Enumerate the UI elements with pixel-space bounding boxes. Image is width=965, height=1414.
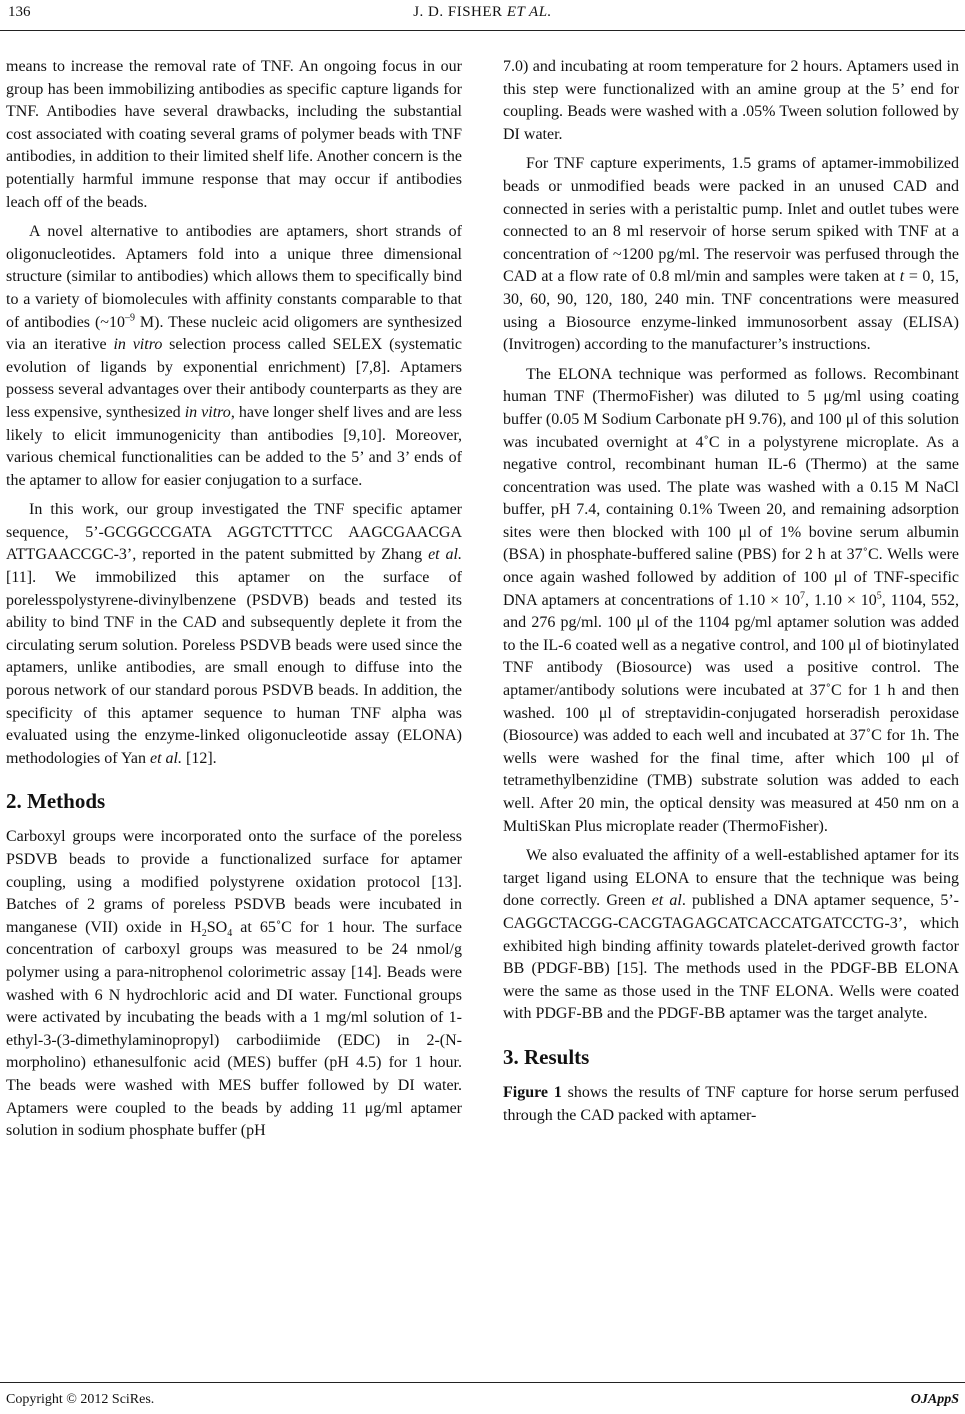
paragraph-coupling-continued: 7.0) and incubating at room temperature for 2 hours. Aptamers used in this step were functionalized with an amine group at the 5’ end for coupling. Beads were washed with a .05% Tween solution followed by DI water.: [503, 58, 959, 143]
paragraph-aptamers: A novel alternative to antibodies are aptamers, short strands of oligonucleotides. Aptamers fold into a unique three dimensional structure (similar to antibodies) which allows them to specifically bind to a variety of biomolecules with affinity constants comparable to that of antibodies ($\sim 10^{-9}$ M). These nucleic acid oligomers are synthesized via an iterative in vitro selection process called SELEX (systematic evolution of ligands by exponential enrichment) [7,8]. Aptamers possess several advantages over their antibody counterparts as they are less expensive, synthesized in vitro, have longer shelf lives and are less likely to elicit immunogenicity than antibodies [9,10]. Moreover, various chemical functionalities can be added to the 5’ and 3’ ends of the aptamer to allow for easier conjugation to a surface.: [6, 223, 463, 489]
page-header: [0, 0, 965, 40]
right-column: [503, 56, 959, 1134]
running-head-et-al: ET AL.: [506, 4, 552, 20]
copyright-notice: Copyright © 2012 SciRes.: [6, 1392, 155, 1407]
paragraph-elona: The ELONA technique was performed as follows. Recombinant human TNF (ThermoFisher) was diluted to 5 μg/ml using coating buffer (0.05 M Sodium Carbonate pH 9.76), and 100 μl of this solution was incubated overnight at 4˚C in a polystyrene microplate. As a negative control, recombinant human IL-6 (Thermo) at the same concentration was used. The plate was washed with a 0.15 M NaCl buffer, pH 7.4, containing 0.1% Tween 20, and remaining adsorption sites were then blocked with 100 μl of 1% bovine serum albumin (BSA) in phosphate-buffered saline (PBS) for 2 h at 37˚C. Wells were once again washed followed by addition of 100 μl of TNF-specific DNA aptamers at concentrations of $1.10 \times 10^7$, $1.10 \times 10^5$, 1104, 552, and 276 pg/ml. 100 μl of the 1104 pg/ml aptamer solution was added to the IL-6 coated well as a negative control, and 100 μl of biotinylated TNF antibody (Biosource) was used a positive control. The aptamer/antibody solutions were incubated at 37˚C for 1 h and then washed. 100 μl of streptavidin-conjugated horseradish peroxidase (Biosource) was added to each well and incubated at 37˚C for 1h. The wells were washed for the final time, after which 100 μl of tetramethylbenzidine (TMB) substrate solution was added to each well. After 20 min, the optical density was measured at 450 nm on a MultiSkan Plus microplate reader (ThermoFisher).: [503, 365, 959, 835]
running-head: [0, 4, 965, 21]
paragraph-carboxyl: Carboxyl groups were incorporated onto the surface of the poreless PSDVB beads to provide a functionalized surface for aptamer coupling, using a modified polystyrene oxidation protocol [13]. Batches of 2 grams of poreless PSDVB beads were incubated in manganese (VII) oxide in $H_2SO_4$ at 65˚C for 1 hour. The surface concentration of carboxyl groups was measured to be 24 nmol/g polymer using a para-nitrophenol colorimetric assay [14]. Beads were washed with 6 N hydrochloric acid and DI water. Functional groups were activated by incubating the beads with a 1 mg/ml solution of 1-ethyl-3-(3-dimethylaminopropyl) carbodiimide (EDC) in 2-(N-morpholino) ethanesulfonic acid (MES) buffer (pH 4.5) for 1 hour. The beads were washed with MES buffer followed by DI water. Aptamers were coupled to the beads by adding 11 μg/ml aptamer solution in sodium phosphate buffer (pH: [6, 828, 463, 1140]
figure-1-reference[interactable]: Figure 1: [503, 1083, 562, 1101]
left-column: [6, 56, 462, 1150]
footer-rule: [0, 1382, 965, 1383]
paragraph-this-work: In this work, our group investigated the TNF specific aptamer sequence, 5’-GCGGCCGATA AGGTCTTTCC AAGCGAACGA ATTGAACCGC-3’, reported in the patent submitted by Zhang et al. [11]. We immobilized this aptamer on the surface of porelesspolystyrene-divinylbenzene (PSDVB) beads and tested its ability to bind TNF in the CAD and subsequently deplete it from the circulating serum solution. Poreless PSDVB beads were used since the aptamers, unlike antibodies, are small enough to diffuse into the porous network of our standard porous PSDVB beads. In addition, the specificity of this aptamer sequence to human TNF alpha was evaluated using the enzyme-linked oligonucleotide assay (ELONA) methodologies of Yan et al. [12].: [6, 501, 463, 767]
methods-heading: 2. Methods: [6, 789, 106, 814]
results-heading: 3. Results: [503, 1044, 590, 1069]
journal-abbreviation: OJAppS: [910, 1392, 959, 1407]
header-rule: [0, 30, 965, 31]
paragraph-continued: means to increase the removal rate of TNF. An ongoing focus in our group has been immobilizing antibodies as specific capture ligands for TNF. Antibodies have several drawbacks, including the substantial cost associated with coating several grams of polymer beads with TNF antibodies, in addition to their limited shelf life. Another concern is the potentially harmful immune response that may occur if antibodies leach off of the beads.: [6, 58, 462, 211]
paragraph-tnf-capture: For TNF capture experiments, 1.5 grams of aptamer-immobilized beads or unmodified beads were packed in an unused CAD and connected in series with a peristaltic pump. Inlet and outlet tubes were connected to an 8 ml reservoir of horse serum spiked with TNF at a concentration of ~1200 pg/ml. The reservoir was perfused through the CAD at a flow rate of 0.8 ml/min and samples were taken at t = 0, 15, 30, 60, 90, 120, 180, 240 min. TNF concentrations were measured using a Biosource enzyme-linked immunosorbent assay (ELISA) (Invitrogen) according to the manufacturer’s instructions.: [503, 155, 960, 354]
page-number: 136: [8, 4, 31, 20]
running-head-authors: J. D. FISHER: [413, 4, 503, 20]
paragraph-results: Figure 1 shows the results of TNF capture for horse serum perfused through the CAD packed with aptamer-: [503, 1083, 960, 1124]
paragraph-pdgf: We also evaluated the affinity of a well-established aptamer for its target ligand using ELONA to ensure that the technique was being done correctly. Green et al. published a DNA aptamer sequence, 5’-CAGGCTACGG-CACGTAGAGCATCACCATGATCCTG-3’, which exhibited high binding affinity towards platelet-derived growth factor BB (PDGF-BB) [15]. The methods used in the PDGF-BB ELONA were the same as those used in the TNF ELONA. Wells were coated with PDGF-BB and the PDGF-BB aptamer was the target analyte.: [503, 847, 959, 1023]
